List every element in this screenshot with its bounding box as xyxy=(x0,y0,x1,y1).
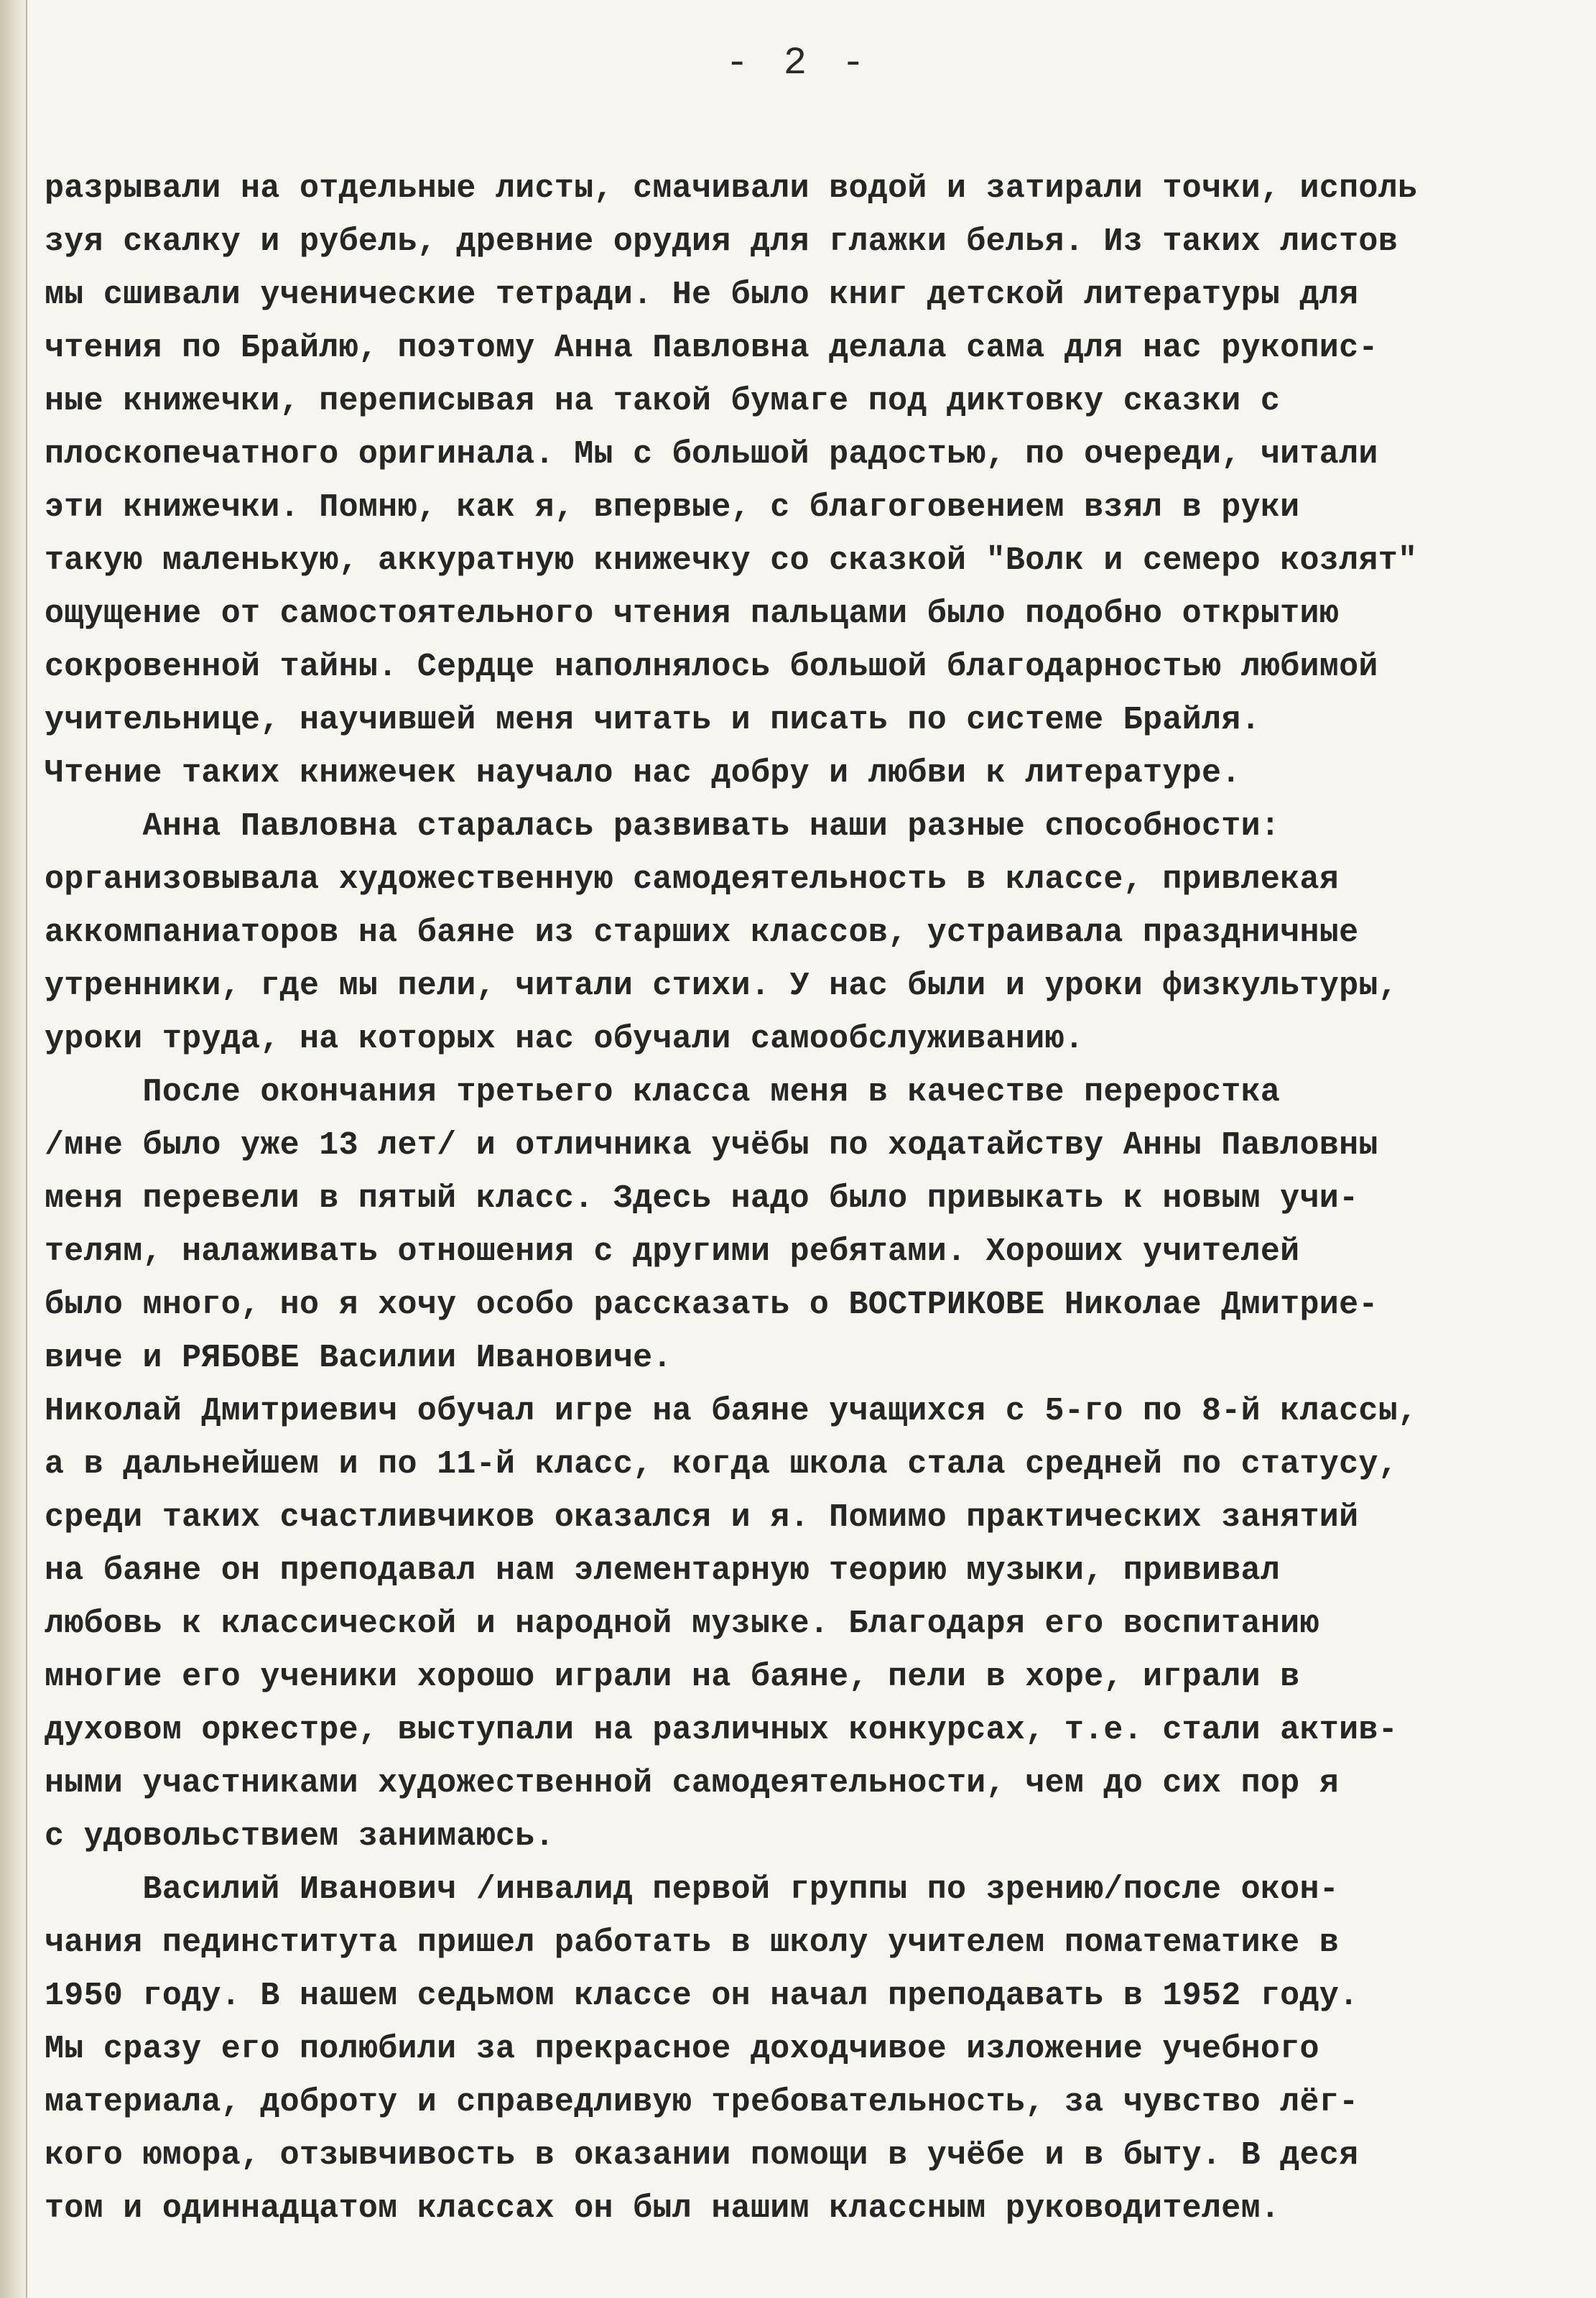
text-line: кого юмора, отзывчивость в оказании помощи в учёбе и в быту. В деся xyxy=(45,2137,1359,2174)
text-line: плоскопечатного оригинала. Мы с большой радостью, по очереди, читали xyxy=(45,436,1378,473)
text-line: среди таких счастливчиков оказался и я. Помимо практических занятий xyxy=(45,1499,1359,1536)
text-line: разрывали на отдельные листы, смачивали водой и затирали точки, исполь xyxy=(45,170,1418,207)
text-line: Мы сразу его полюбили за прекрасное доходчивое изложение учебного xyxy=(45,2031,1319,2067)
text-line: эти книжечки. Помню, как я, впервые, с благоговением взял в руки xyxy=(45,489,1300,526)
text-line: Николай Дмитриевич обучал игре на баяне учащихся с 5-го по 8-й классы, xyxy=(45,1393,1418,1430)
text-line: сокровенной тайны. Сердце наполнялось большой благодарностью любимой xyxy=(45,649,1378,685)
text-line: ощущение от самостоятельного чтения пальцами было подобно открытию xyxy=(45,596,1340,632)
text-line: с удовольствием занимаюсь. xyxy=(45,1818,555,1855)
text-line: было много, но я хочу особо рассказать о ВОСТРИКОВЕ Николае Дмитрие- xyxy=(45,1287,1378,1323)
text-line: многие его ученики хорошо играли на баяне, пели в хоре, играли в xyxy=(45,1659,1300,1695)
text-line: /мне было уже 13 лет/ и отличника учёбы по ходатайству Анны Павловны xyxy=(45,1127,1378,1164)
text-line: утренники, где мы пели, читали стихи. У нас были и уроки физкультуры, xyxy=(45,968,1398,1004)
text-line: меня перевели в пятый класс. Здесь надо было привыкать к новым учи- xyxy=(45,1180,1359,1217)
text-line: ными участниками художественной самодеятельности, чем до сих пор я xyxy=(45,1765,1340,1802)
text-line: виче и РЯБОВЕ Василии Ивановиче. xyxy=(45,1340,672,1376)
text-line: зуя скалку и рубель, древние орудия для глажки белья. Из таких листов xyxy=(45,223,1398,260)
text-line: а в дальнейшем и по 11-й класс, когда школа стала средней по статусу, xyxy=(45,1446,1398,1483)
text-line: организовывала художественную самодеятельность в классе, привлекая xyxy=(45,861,1340,898)
text-line: мы сшивали ученические тетради. Не было книг детской литературы для xyxy=(45,277,1359,313)
text-line: материала, доброту и справедливую требовательность, за чувство лёг- xyxy=(45,2084,1359,2121)
text-line: любовь к классической и народной музыке. Благодаря его воспитанию xyxy=(45,1606,1319,1642)
text-line: Василий Иванович /инвалид первой группы по зрению/после окон- xyxy=(45,1871,1340,1908)
text-line: телям, налаживать отношения с другими ребятами. Хороших учителей xyxy=(45,1233,1300,1270)
text-line: уроки труда, на которых нас обучали самообслуживанию. xyxy=(45,1021,1085,1057)
page-number: - 2 - xyxy=(725,42,871,85)
text-line: Чтение таких книжечек научало нас добру и любви к литературе. xyxy=(45,755,1241,792)
text-line: чтения по Брайлю, поэтому Анна Павловна делала сама для нас рукопис- xyxy=(45,330,1378,366)
text-line: 1950 году. В нашем седьмом классе он начал преподавать в 1952 году. xyxy=(45,1978,1359,2014)
paper-edge xyxy=(0,0,27,2298)
text-line: Анна Павловна старалась развивать наши разные способности: xyxy=(45,808,1281,845)
paper-fold-line xyxy=(26,0,27,2298)
text-line: аккомпаниаторов на баяне из старших классов, устраивала праздничные xyxy=(45,914,1359,951)
text-line: том и одиннадцатом классах он был нашим классным руководителем. xyxy=(45,2190,1281,2227)
text-line: ные книжечки, переписывая на такой бумаге под диктовку сказки с xyxy=(45,383,1281,420)
text-line: на баяне он преподавал нам элементарную теорию музыки, прививал xyxy=(45,1552,1281,1589)
text-line: духовом оркестре, выступали на различных конкурсах, т.е. стали актив- xyxy=(45,1712,1398,1748)
text-line: такую маленькую, аккуратную книжечку со сказкой "Волк и семеро козлят" xyxy=(45,542,1418,579)
text-line: учительнице, научившей меня читать и писать по системе Брайля. xyxy=(45,702,1261,738)
text-line: чания пединститута пришел работать в школу учителем поматематике в xyxy=(45,1924,1340,1961)
typewritten-body xyxy=(45,162,1546,2236)
text-line: После окончания третьего класса меня в качестве переростка xyxy=(45,1074,1281,1111)
